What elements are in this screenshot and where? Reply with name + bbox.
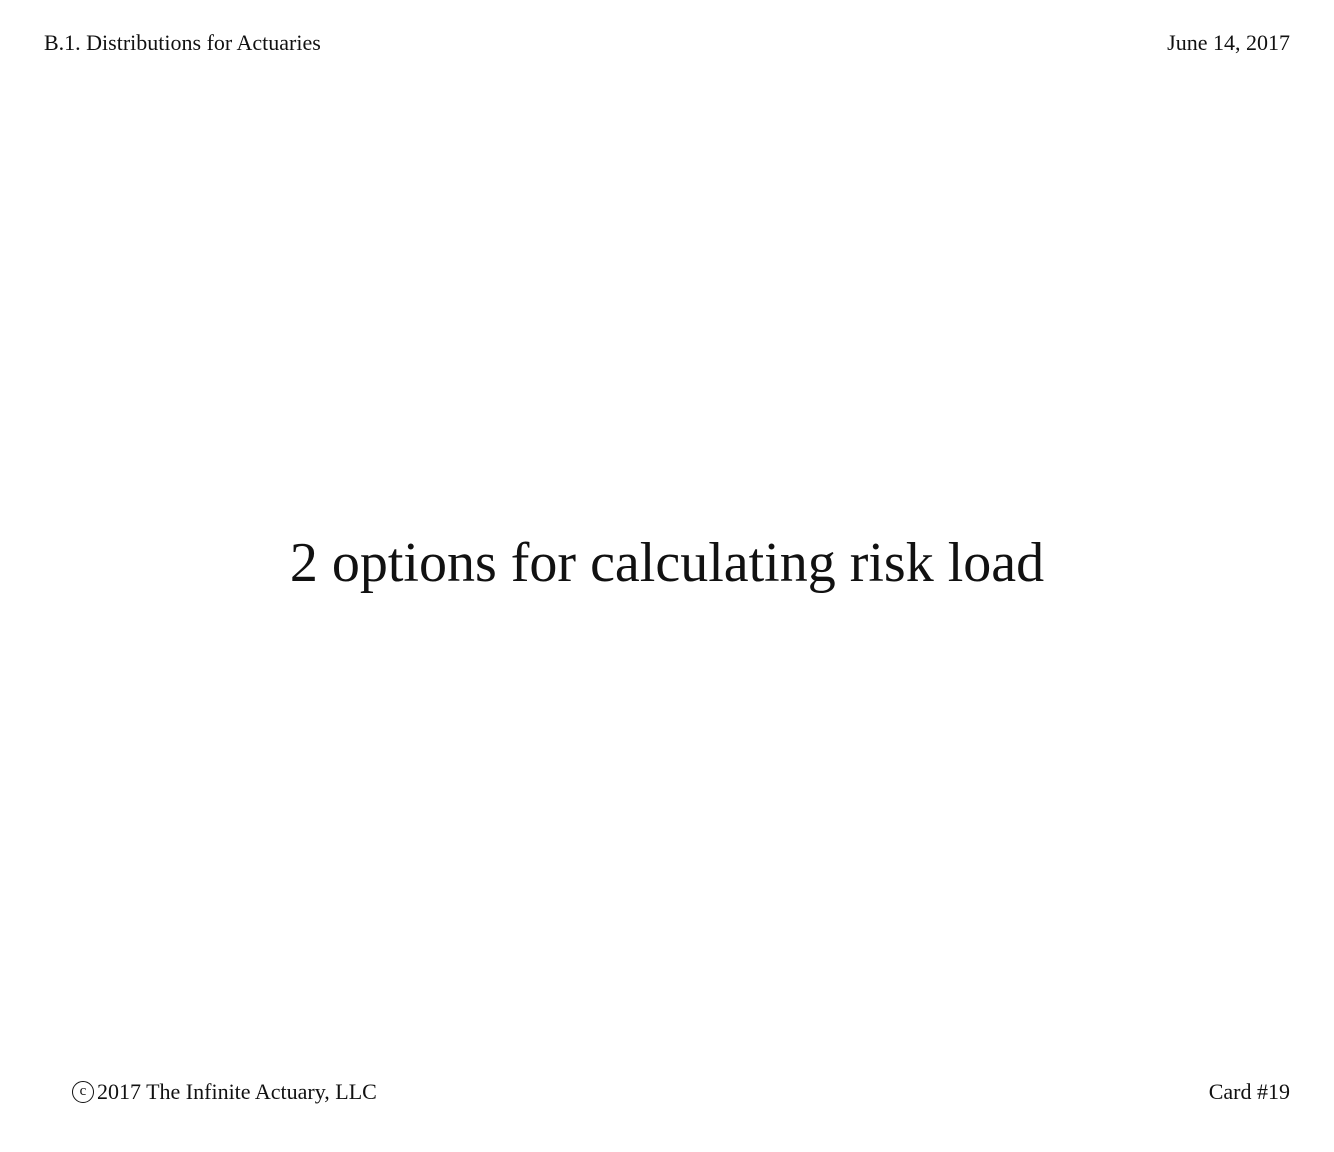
copyright-notice [72,1077,377,1107]
card-question: 2 options for calculating risk load [289,532,1045,594]
copyright-icon: c [72,1081,94,1103]
section-title: B.1. Distributions for Actuaries [44,30,321,55]
card-date: June 14, 2017 [1167,30,1290,55]
card-number: Card #19 [1208,1079,1290,1104]
copyright-text: 2017 The Infinite Actuary, LLC [97,1079,377,1104]
